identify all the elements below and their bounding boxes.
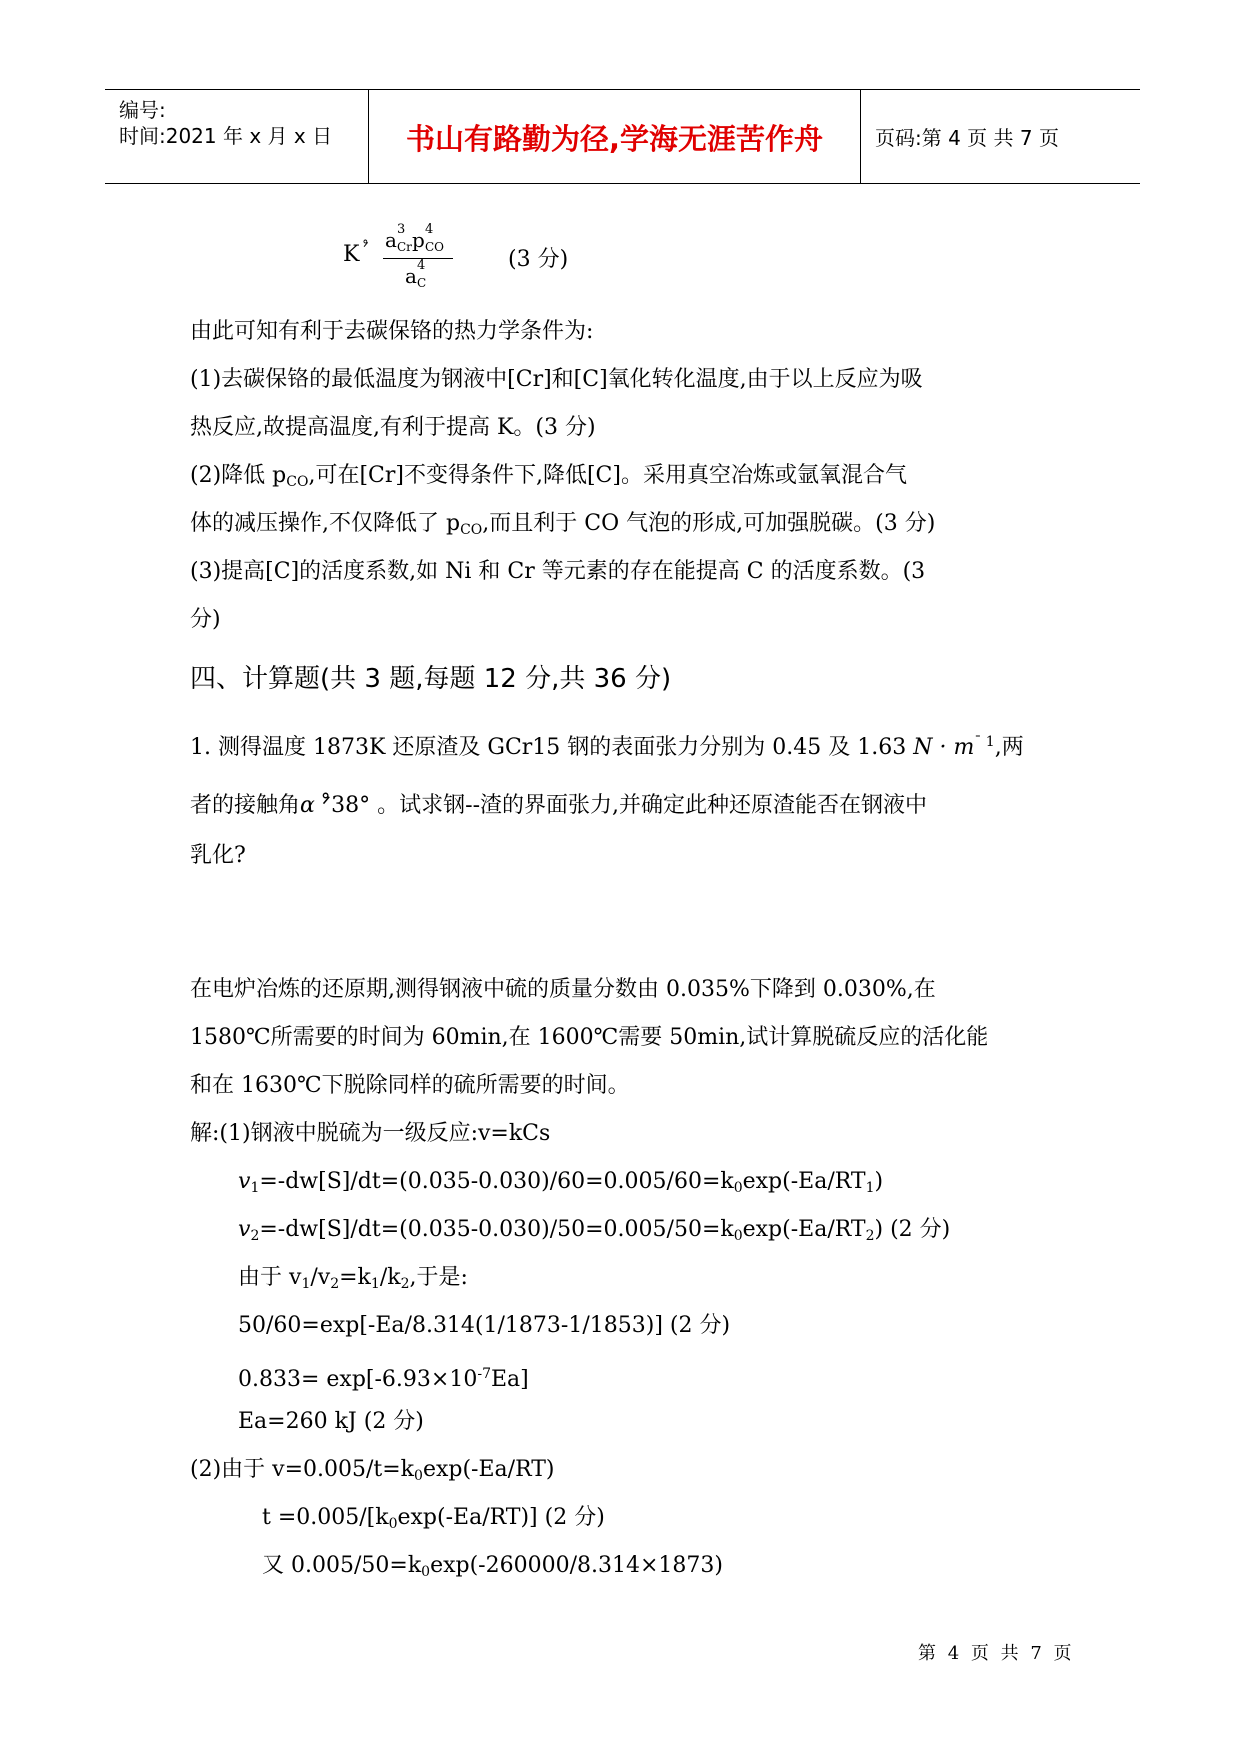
question-line: 1. 测得温度 1873K 还原渣及 GCr15 钢的表面张力分别为 0.45 及 1.63 $N \cdot m^{¯ 1}$,两 — [190, 734, 1024, 760]
formula-score: (3 分) — [508, 247, 569, 272]
formula-denominator: a 4 C — [405, 258, 427, 290]
section-heading: 四、计算题(共 3 题,每题 12 分,共 36 分) — [190, 664, 672, 694]
formula-k: K — [343, 242, 360, 267]
formula-numerator: a 3 Cr p 4 CO — [385, 222, 445, 254]
doc-time-label: 时间:2021 年 x 月 x 日 — [119, 124, 333, 148]
text-line: 分) — [190, 607, 221, 632]
formula-eq-symbol: ᐟ̊ — [363, 240, 369, 256]
solution-line: $t =0.005/[k_0\exp(-Ea/RT)]$ (2 分) — [262, 1505, 605, 1532]
page-footer: 第 4 页 共 7 页 — [918, 1643, 1075, 1664]
solution-line: 由于 $v_1/v_2=k_1/k_2$,于是: — [238, 1265, 468, 1292]
problem-line: 1580℃所需要的时间为 60min,在 1600℃需要 50min,试计算脱硫反应的活化能 — [190, 1025, 989, 1050]
header-info-cell — [105, 90, 369, 183]
text-line: (1)去碳保铬的最低温度为钢液中[Cr]和[C]氧化转化温度,由于以上反应为吸 — [190, 367, 923, 392]
solution-line: Ea=260 kJ (2 分) — [238, 1409, 424, 1434]
solution-line: $0.833= \exp[-6.93\times 10^{-7}Ea]$ — [238, 1366, 529, 1392]
solution-line: (2)由于 $v=0.005/t=k_0\exp(-Ea/RT)$ — [190, 1457, 555, 1484]
text-line: (3)提高[C]的活度系数,如 Ni 和 Cr 等元素的存在能提高 C 的活度系数。(3 — [190, 559, 926, 584]
question-line: 乳化? — [190, 843, 246, 868]
text-line: 热反应,故提高温度,有利于提高 K。(3 分) — [190, 415, 596, 440]
solution-line: 又 $0.005/50=k_0\exp(-260000/8.314\times 1873)$ — [262, 1553, 723, 1580]
problem-line: 在电炉冶炼的还原期,测得钢液中硫的质量分数由 0.035%下降到 0.030%,在 — [190, 977, 936, 1002]
doc-id-label: 编号: — [119, 98, 166, 122]
solution-line: $v_1=-dw[S]/dt=(0.035-0.030)/60=0.005/60=k_0\exp(-Ea/RT_1)$ — [238, 1169, 884, 1196]
header-page-label: 页码:第 4 页 共 7 页 — [875, 126, 1059, 150]
header-motto: 书山有路勤为径,学海无涯苦作舟 — [405, 122, 824, 156]
page-header — [105, 89, 1140, 184]
question-line: 者的接触角α ᐟ̊38° 。试求钢--渣的界面张力,并确定此种还原渣能否在钢液中 — [190, 793, 928, 818]
text-line: (2)降低 $p_{CO}$,可在[Cr]不变得条件下,降低[C]。采用真空冶炼或氩氧混合气 — [190, 463, 907, 490]
text-line: 由此可知有利于去碳保铬的热力学条件为: — [190, 319, 594, 344]
solution-line: 解:(1)钢液中脱硫为一级反应:v=kCs — [190, 1121, 551, 1146]
solution-line: $v_2=-dw[S]/dt=(0.035-0.030)/50=0.005/50=k_0\exp(-Ea/RT_2)$ (2 分) — [238, 1217, 951, 1244]
solution-line: 50/60=exp[-Ea/8.314(1/1873-1/1853)] (2 分) — [238, 1313, 731, 1338]
header-motto-cell — [369, 90, 861, 183]
problem-line: 和在 1630℃下脱除同样的硫所需要的时间。 — [190, 1073, 630, 1098]
header-page-cell — [861, 90, 1140, 183]
text-line: 体的减压操作,不仅降低了 $p_{CO}$,而且利于 CO 气泡的形成,可加强脱碳。(3 分) — [190, 511, 936, 538]
equilibrium-constant-formula — [343, 222, 603, 296]
